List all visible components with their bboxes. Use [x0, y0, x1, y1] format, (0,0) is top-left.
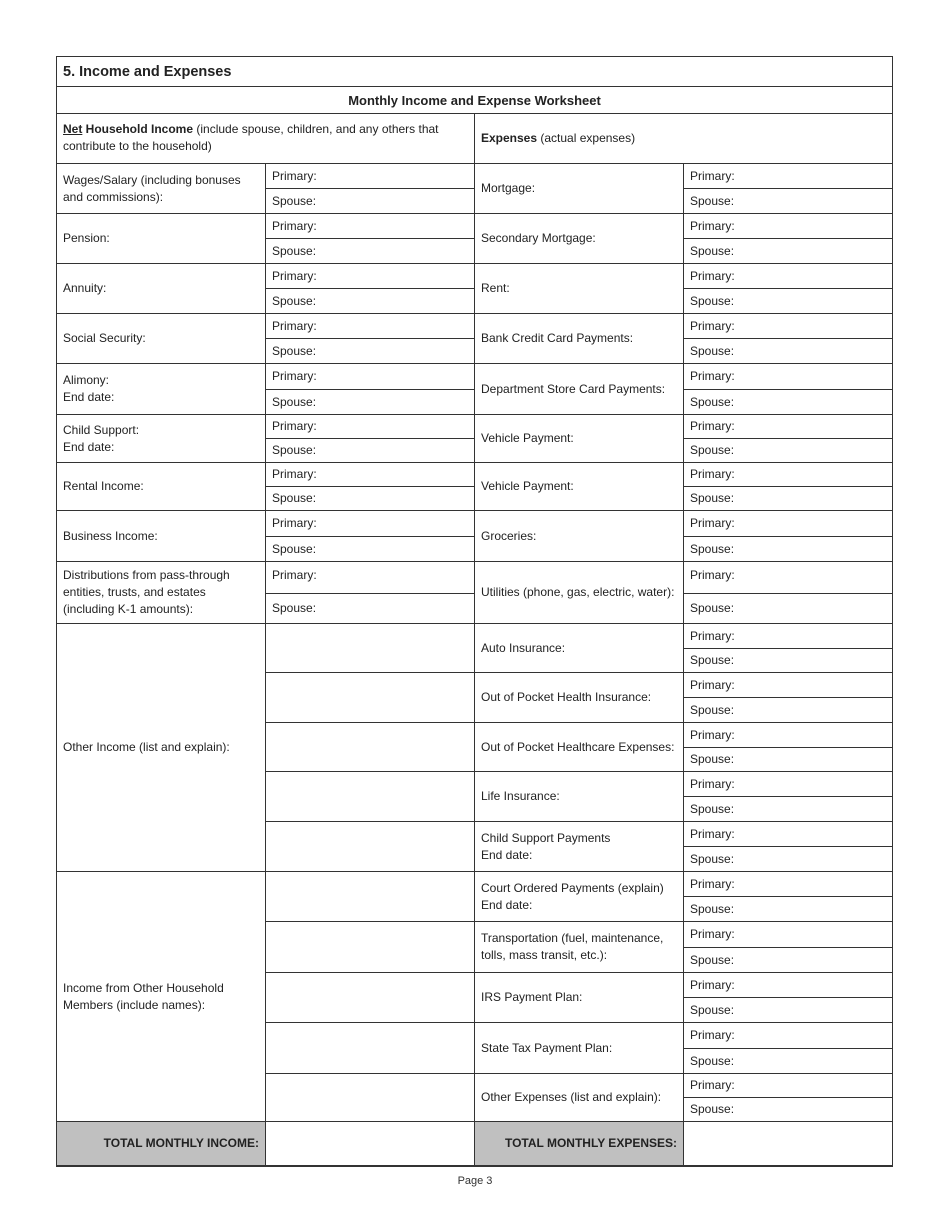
expense-item-label — [475, 872, 684, 922]
expenses-header-rest: (actual expenses) — [537, 131, 636, 145]
expense-item-18-primary-field-text: Primary: — [690, 1078, 735, 1092]
income-item-2-primary-field-text: Primary: — [272, 268, 317, 283]
total-income-label — [57, 1122, 266, 1166]
expense-item-14-spouse-field[interactable] — [684, 897, 893, 922]
expense-item-label-text: State Tax Payment Plan: — [481, 1040, 613, 1055]
expense-item-label-text: Utilities (phone, gas, electric, water): — [481, 585, 675, 599]
expense-item-18-primary-field[interactable] — [684, 1074, 893, 1098]
expense-item-2-primary-field-text: Primary: — [690, 268, 735, 283]
income-item-8-primary-field-text: Primary: — [272, 568, 317, 582]
income-item-7-primary-field[interactable] — [266, 511, 475, 537]
expense-item-4-spouse-field-text: Spouse: — [690, 394, 735, 409]
other-income-label — [57, 624, 266, 872]
total-expenses-label — [475, 1122, 684, 1166]
expense-item-6-primary-field[interactable] — [684, 463, 893, 487]
income-item-6-spouse-field-text: Spouse: — [272, 491, 317, 505]
expense-item-14-spouse-field-text: Spouse: — [690, 901, 735, 916]
income-item-1-primary-field[interactable] — [266, 214, 475, 239]
expense-item-1-primary-field[interactable] — [684, 214, 893, 239]
expense-item-label — [475, 772, 684, 822]
expense-item-label — [475, 922, 684, 973]
expense-item-17-spouse-field-text: Spouse: — [690, 1053, 735, 1068]
other-income-entry-field[interactable] — [266, 624, 475, 673]
income-item-8-spouse-field[interactable] — [266, 594, 475, 624]
income-item-label — [57, 214, 266, 264]
expense-item-11-spouse-field-text: Spouse: — [690, 752, 735, 766]
expense-item-5-primary-field-text: Primary: — [690, 419, 735, 433]
income-item-label-text: Business Income: — [63, 528, 158, 543]
expense-item-15-primary-field-text: Primary: — [690, 927, 735, 941]
income-item-5-spouse-field-text: Spouse: — [272, 443, 317, 457]
expense-item-label — [475, 314, 684, 364]
expense-item-15-spouse-field[interactable] — [684, 948, 893, 973]
worksheet-title: Monthly Income and Expense Worksheet — [57, 87, 892, 114]
expense-item-label — [475, 511, 684, 562]
income-item-4-primary-field-text: Primary: — [272, 369, 317, 383]
expense-item-label — [475, 723, 684, 772]
expense-item-6-primary-field-text: Primary: — [690, 467, 735, 481]
income-item-7-spouse-field[interactable] — [266, 537, 475, 562]
expense-item-12-primary-field-text: Primary: — [690, 776, 735, 791]
income-item-0-spouse-field-text: Spouse: — [272, 193, 317, 208]
income-item-6-primary-field-text: Primary: — [272, 467, 317, 481]
expense-item-13-primary-field[interactable] — [684, 822, 893, 847]
expense-item-7-spouse-field[interactable] — [684, 537, 893, 562]
expense-item-9-primary-field-text: Primary: — [690, 628, 735, 643]
other-income-entry-field[interactable] — [266, 772, 475, 822]
income-item-5-primary-field[interactable] — [266, 415, 475, 439]
section-title: 5. Income and Expenses — [57, 57, 892, 87]
income-item-label-text: Pension: — [63, 231, 110, 245]
other-income-entry-field[interactable] — [266, 973, 475, 1023]
income-item-1-spouse-field[interactable] — [266, 239, 475, 264]
expense-item-0-spouse-field-text: Spouse: — [690, 193, 735, 208]
income-item-0-spouse-field[interactable] — [266, 189, 475, 214]
expense-item-6-spouse-field[interactable] — [684, 487, 893, 511]
income-item-2-spouse-field[interactable] — [266, 289, 475, 314]
total-expenses-field[interactable] — [684, 1122, 893, 1166]
page-number: Page 3 — [457, 1175, 493, 1187]
expense-item-14-primary-field-text: Primary: — [690, 876, 735, 891]
income-item-5-spouse-field[interactable] — [266, 439, 475, 463]
income-item-label — [57, 463, 266, 511]
expense-item-label — [475, 1023, 684, 1074]
expenses-column-header — [475, 114, 892, 164]
income-item-3-primary-field-text: Primary: — [272, 318, 317, 333]
expense-item-18-spouse-field[interactable] — [684, 1098, 893, 1122]
expense-item-label — [475, 415, 684, 463]
expense-item-label — [475, 673, 684, 723]
expense-item-4-primary-field[interactable] — [684, 364, 893, 390]
other-income-entry-field[interactable] — [266, 822, 475, 872]
expense-item-label-text: Out of Pocket Health Insurance: — [481, 690, 652, 704]
expense-item-10-primary-field[interactable] — [684, 673, 893, 698]
expense-item-label-text: Secondary Mortgage: — [481, 231, 596, 245]
expense-item-label — [475, 562, 684, 624]
other-income-entry-field[interactable] — [266, 872, 475, 922]
expense-item-6-spouse-field-text: Spouse: — [690, 491, 735, 505]
expense-item-label-text: Bank Credit Card Payments: — [481, 331, 634, 345]
expense-item-12-primary-field[interactable] — [684, 772, 893, 797]
income-item-5-primary-field-text: Primary: — [272, 419, 317, 433]
expense-item-15-primary-field[interactable] — [684, 922, 893, 948]
income-item-2-spouse-field-text: Spouse: — [272, 293, 317, 308]
expense-item-9-spouse-field-text: Spouse: — [690, 653, 735, 667]
expense-item-5-spouse-field-text: Spouse: — [690, 443, 735, 457]
expense-item-3-primary-field-text: Primary: — [690, 318, 735, 333]
income-item-6-spouse-field[interactable] — [266, 487, 475, 511]
expense-item-label — [475, 164, 684, 214]
expense-item-label-text: Auto Insurance: — [481, 640, 566, 655]
income-item-label-text: Distributions from pass-through entities, trusts, and estates (including K-1 amounts): — [63, 568, 230, 616]
expense-item-16-spouse-field[interactable] — [684, 998, 893, 1023]
expense-item-10-spouse-field[interactable] — [684, 698, 893, 723]
other-income-entry-field[interactable] — [266, 723, 475, 772]
income-item-label — [57, 264, 266, 314]
income-item-3-spouse-field-text: Spouse: — [272, 343, 317, 358]
other-income-label-text: Other Income (list and explain): — [63, 740, 230, 754]
income-item-4-spouse-field-text: Spouse: — [272, 394, 317, 409]
expense-item-15-spouse-field-text: Spouse: — [690, 952, 735, 967]
income-item-4-spouse-field[interactable] — [266, 390, 475, 415]
income-item-2-primary-field[interactable] — [266, 264, 475, 289]
expense-item-4-primary-field-text: Primary: — [690, 369, 735, 383]
income-header-prefix: Net — [63, 122, 83, 136]
income-item-8-primary-field[interactable] — [266, 562, 475, 594]
expense-item-9-primary-field[interactable] — [684, 624, 893, 649]
expense-item-17-primary-field[interactable] — [684, 1023, 893, 1049]
income-item-8-spouse-field-text: Spouse: — [272, 601, 317, 615]
expense-item-3-primary-field[interactable] — [684, 314, 893, 339]
expense-item-11-primary-field[interactable] — [684, 723, 893, 748]
expense-item-label-text: Out of Pocket Healthcare Expenses: — [481, 739, 675, 754]
expense-item-7-primary-field[interactable] — [684, 511, 893, 537]
expense-item-label-text: Rent: — [481, 281, 510, 295]
expense-item-16-primary-field-text: Primary: — [690, 977, 735, 992]
expense-item-17-primary-field-text: Primary: — [690, 1028, 735, 1042]
income-item-label-text: Child Support: End date: — [63, 422, 140, 454]
expense-item-1-spouse-field[interactable] — [684, 239, 893, 264]
income-item-label — [57, 415, 266, 463]
income-item-label — [57, 314, 266, 364]
expense-item-label — [475, 624, 684, 673]
expense-item-1-primary-field-text: Primary: — [690, 218, 735, 233]
expense-item-10-primary-field-text: Primary: — [690, 677, 735, 692]
expense-item-label-text: Groceries: — [481, 528, 537, 543]
expense-item-3-spouse-field[interactable] — [684, 339, 893, 364]
expense-item-11-primary-field-text: Primary: — [690, 727, 735, 742]
expense-item-16-spouse-field-text: Spouse: — [690, 1002, 735, 1017]
expense-item-0-primary-field-text: Primary: — [690, 168, 735, 183]
income-expense-form — [56, 56, 893, 1167]
income-header-bold: Household Income — [82, 122, 194, 136]
income-item-label — [57, 511, 266, 562]
expense-item-label-text: Department Store Card Payments: — [481, 381, 666, 396]
total-income-field[interactable] — [266, 1122, 475, 1166]
income-item-0-primary-field[interactable] — [266, 164, 475, 189]
expense-item-label-text: Life Insurance: — [481, 789, 560, 803]
expense-item-8-spouse-field-text: Spouse: — [690, 601, 735, 615]
total-expenses-label-text: TOTAL MONTHLY EXPENSES: — [504, 1136, 677, 1150]
income-item-7-spouse-field-text: Spouse: — [272, 541, 317, 556]
expense-item-label-text: Transportation (fuel, maintenance, tolls, mass transit, etc.): — [481, 931, 664, 962]
expense-item-label-text: Child Support Payments End date: — [481, 830, 611, 862]
income-item-label-text: Annuity: — [63, 281, 107, 295]
expense-item-14-primary-field[interactable] — [684, 872, 893, 897]
expense-item-10-spouse-field-text: Spouse: — [690, 702, 735, 717]
income-item-label-text: Social Security: — [63, 331, 146, 345]
expense-item-11-spouse-field[interactable] — [684, 748, 893, 772]
income-item-label — [57, 562, 266, 624]
income-header-rest: (include spouse, children, and any others that contribute to the household) — [63, 122, 439, 153]
household-members-label-text: Income from Other Household Members (include names): — [63, 980, 224, 1012]
expense-item-label — [475, 264, 684, 314]
expenses-header-bold: Expenses — [481, 131, 538, 145]
expense-item-8-primary-field[interactable] — [684, 562, 893, 594]
expense-item-2-spouse-field-text: Spouse: — [690, 293, 735, 308]
other-income-entry-field[interactable] — [266, 1023, 475, 1074]
income-item-label-text: Rental Income: — [63, 479, 144, 493]
income-item-3-primary-field[interactable] — [266, 314, 475, 339]
income-column-header — [57, 114, 475, 164]
expense-item-label — [475, 214, 684, 264]
income-item-1-spouse-field-text: Spouse: — [272, 243, 317, 258]
expense-item-0-primary-field[interactable] — [684, 164, 893, 189]
income-item-3-spouse-field[interactable] — [266, 339, 475, 364]
expense-item-label-text: Other Expenses (list and explain): — [481, 1090, 662, 1104]
expense-item-label-text: Vehicle Payment: — [481, 479, 574, 493]
expense-item-17-spouse-field[interactable] — [684, 1049, 893, 1074]
expense-item-label — [475, 463, 684, 511]
income-item-label-text: Wages/Salary (including bonuses and commissions): — [63, 172, 241, 204]
expense-item-8-primary-field-text: Primary: — [690, 568, 735, 582]
total-income-label-text: TOTAL MONTHLY INCOME: — [103, 1136, 259, 1150]
income-item-1-primary-field-text: Primary: — [272, 218, 317, 233]
expense-item-label — [475, 973, 684, 1023]
expense-item-18-spouse-field-text: Spouse: — [690, 1102, 735, 1116]
expense-item-13-primary-field-text: Primary: — [690, 826, 735, 841]
other-income-entry-field[interactable] — [266, 673, 475, 723]
expense-item-12-spouse-field[interactable] — [684, 797, 893, 822]
other-income-entry-field[interactable] — [266, 1074, 475, 1122]
income-item-0-primary-field-text: Primary: — [272, 168, 317, 183]
income-item-7-primary-field-text: Primary: — [272, 516, 317, 530]
household-members-label — [57, 872, 266, 1122]
expense-item-7-primary-field-text: Primary: — [690, 516, 735, 530]
expense-item-label-text: Vehicle Payment: — [481, 431, 574, 445]
expense-item-1-spouse-field-text: Spouse: — [690, 243, 735, 258]
expense-item-4-spouse-field[interactable] — [684, 390, 893, 415]
expense-item-0-spouse-field[interactable] — [684, 189, 893, 214]
expense-item-label-text: IRS Payment Plan: — [481, 990, 583, 1004]
expense-item-13-spouse-field-text: Spouse: — [690, 851, 735, 866]
expense-item-label — [475, 822, 684, 872]
income-item-label — [57, 364, 266, 415]
other-income-entry-field[interactable] — [266, 922, 475, 973]
expense-item-label — [475, 1074, 684, 1122]
expense-item-8-spouse-field[interactable] — [684, 594, 893, 624]
expense-item-2-spouse-field[interactable] — [684, 289, 893, 314]
expense-item-16-primary-field[interactable] — [684, 973, 893, 998]
expense-item-9-spouse-field[interactable] — [684, 649, 893, 673]
income-item-label-text: Alimony: End date: — [63, 373, 115, 404]
income-item-label — [57, 164, 266, 214]
expense-item-3-spouse-field-text: Spouse: — [690, 343, 735, 358]
expense-item-label-text: Court Ordered Payments (explain) End date: — [481, 880, 664, 912]
income-item-4-primary-field[interactable] — [266, 364, 475, 390]
expense-item-13-spouse-field[interactable] — [684, 847, 893, 872]
expense-item-5-primary-field[interactable] — [684, 415, 893, 439]
expense-item-7-spouse-field-text: Spouse: — [690, 541, 735, 556]
expense-item-5-spouse-field[interactable] — [684, 439, 893, 463]
expense-item-label-text: Mortgage: — [481, 181, 536, 195]
expense-item-2-primary-field[interactable] — [684, 264, 893, 289]
expense-item-label — [475, 364, 684, 415]
expense-item-12-spouse-field-text: Spouse: — [690, 801, 735, 816]
income-item-6-primary-field[interactable] — [266, 463, 475, 487]
